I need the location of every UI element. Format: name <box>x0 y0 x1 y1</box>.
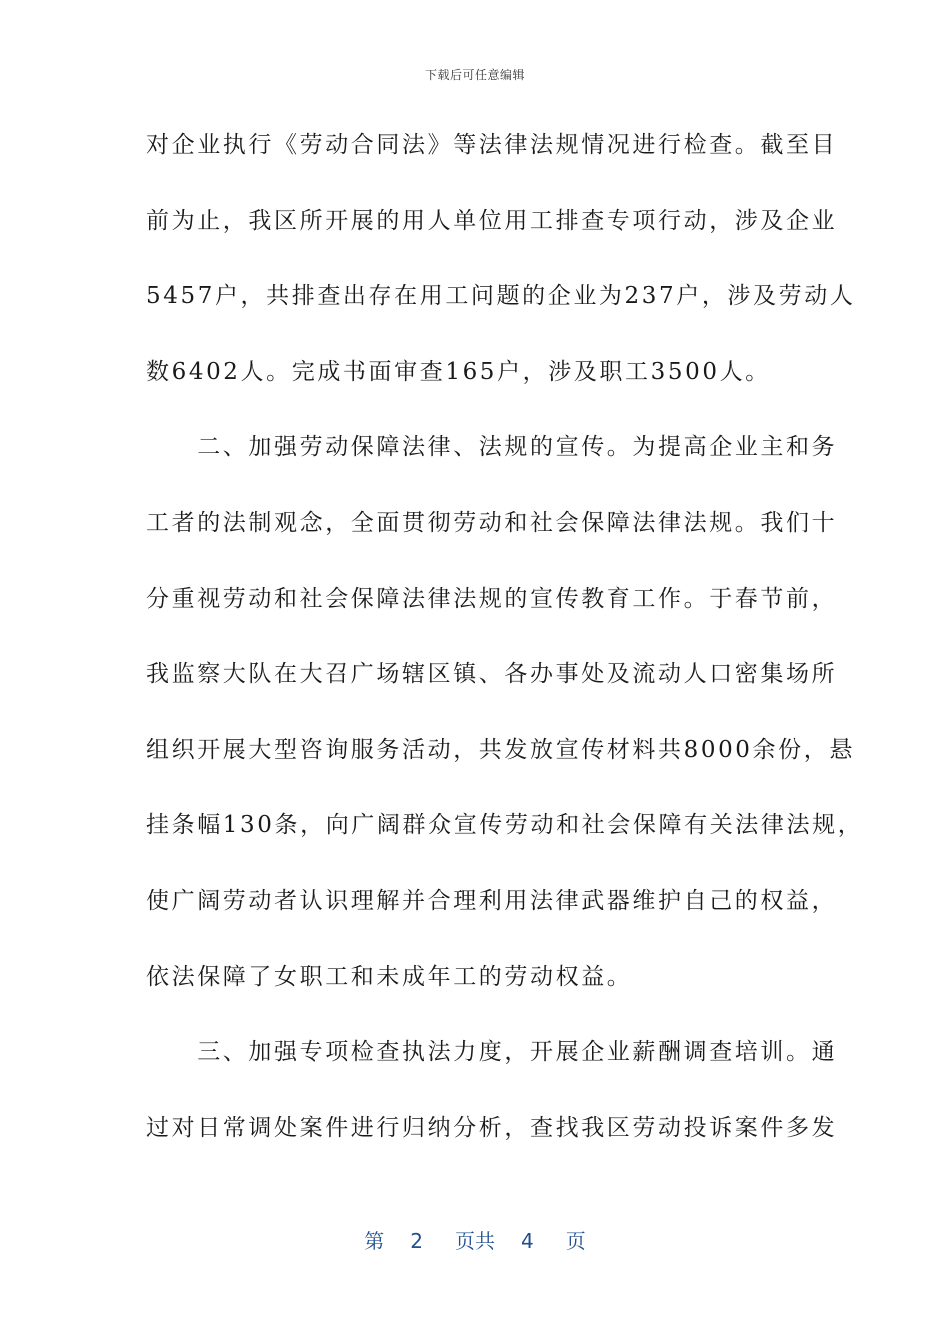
page-current-number: 2 <box>410 1229 423 1253</box>
page-label-middle: 页共 <box>455 1229 495 1253</box>
page-label-prefix: 第 <box>364 1229 385 1253</box>
page-footer <box>0 1225 950 1254</box>
page-total-number: 4 <box>521 1229 534 1253</box>
text-line-6: 工者的法制观念，全面贯彻劳动和社会保障法律法规。我们十 <box>146 509 838 536</box>
text-line-8: 我监察大队在大召广场辖区镇、各办事处及流动人口密集场所 <box>146 661 838 688</box>
text-line-7: 分重视劳动和社会保障法律法规的宣传教育工作。于春节前， <box>146 585 838 612</box>
text-line-13: 三、加强专项检查执法力度，开展企业薪酬调查培训。通 <box>146 1039 838 1066</box>
document-body <box>146 126 864 1184</box>
page-label-suffix: 页 <box>565 1229 586 1253</box>
text-line-10: 挂条幅130条，向广阔群众宣传劳动和社会保障有关法律法规， <box>146 812 864 839</box>
text-line-12: 依法保障了女职工和未成年工的劳动权益。 <box>146 963 633 990</box>
text-line-1: 对企业执行《劳动合同法》等法律法规情况进行检查。截至目 <box>146 132 838 158</box>
text-line-9: 组织开展大型咨询服务活动，共发放宣传材料共8000余份，悬 <box>146 736 855 763</box>
text-line-5: 二、加强劳动保障法律、法规的宣传。为提高企业主和务 <box>146 434 838 461</box>
text-line-2: 前为止，我区所开展的用人单位用工排查专项行动，涉及企业 <box>146 207 838 234</box>
page-header-note: 下载后可任意编辑 <box>424 68 525 82</box>
text-line-4: 数6402人。完成书面审查165户，涉及职工3500人。 <box>146 358 771 385</box>
text-line-14: 过对日常调处案件进行归纳分析，查找我区劳动投诉案件多发 <box>146 1114 838 1141</box>
text-line-11: 使广阔劳动者认识理解并合理利用法律武器维护自己的权益， <box>146 887 838 914</box>
text-line-3: 5457户，共排查出存在用工问题的企业为237户，涉及劳动人 <box>146 283 856 310</box>
